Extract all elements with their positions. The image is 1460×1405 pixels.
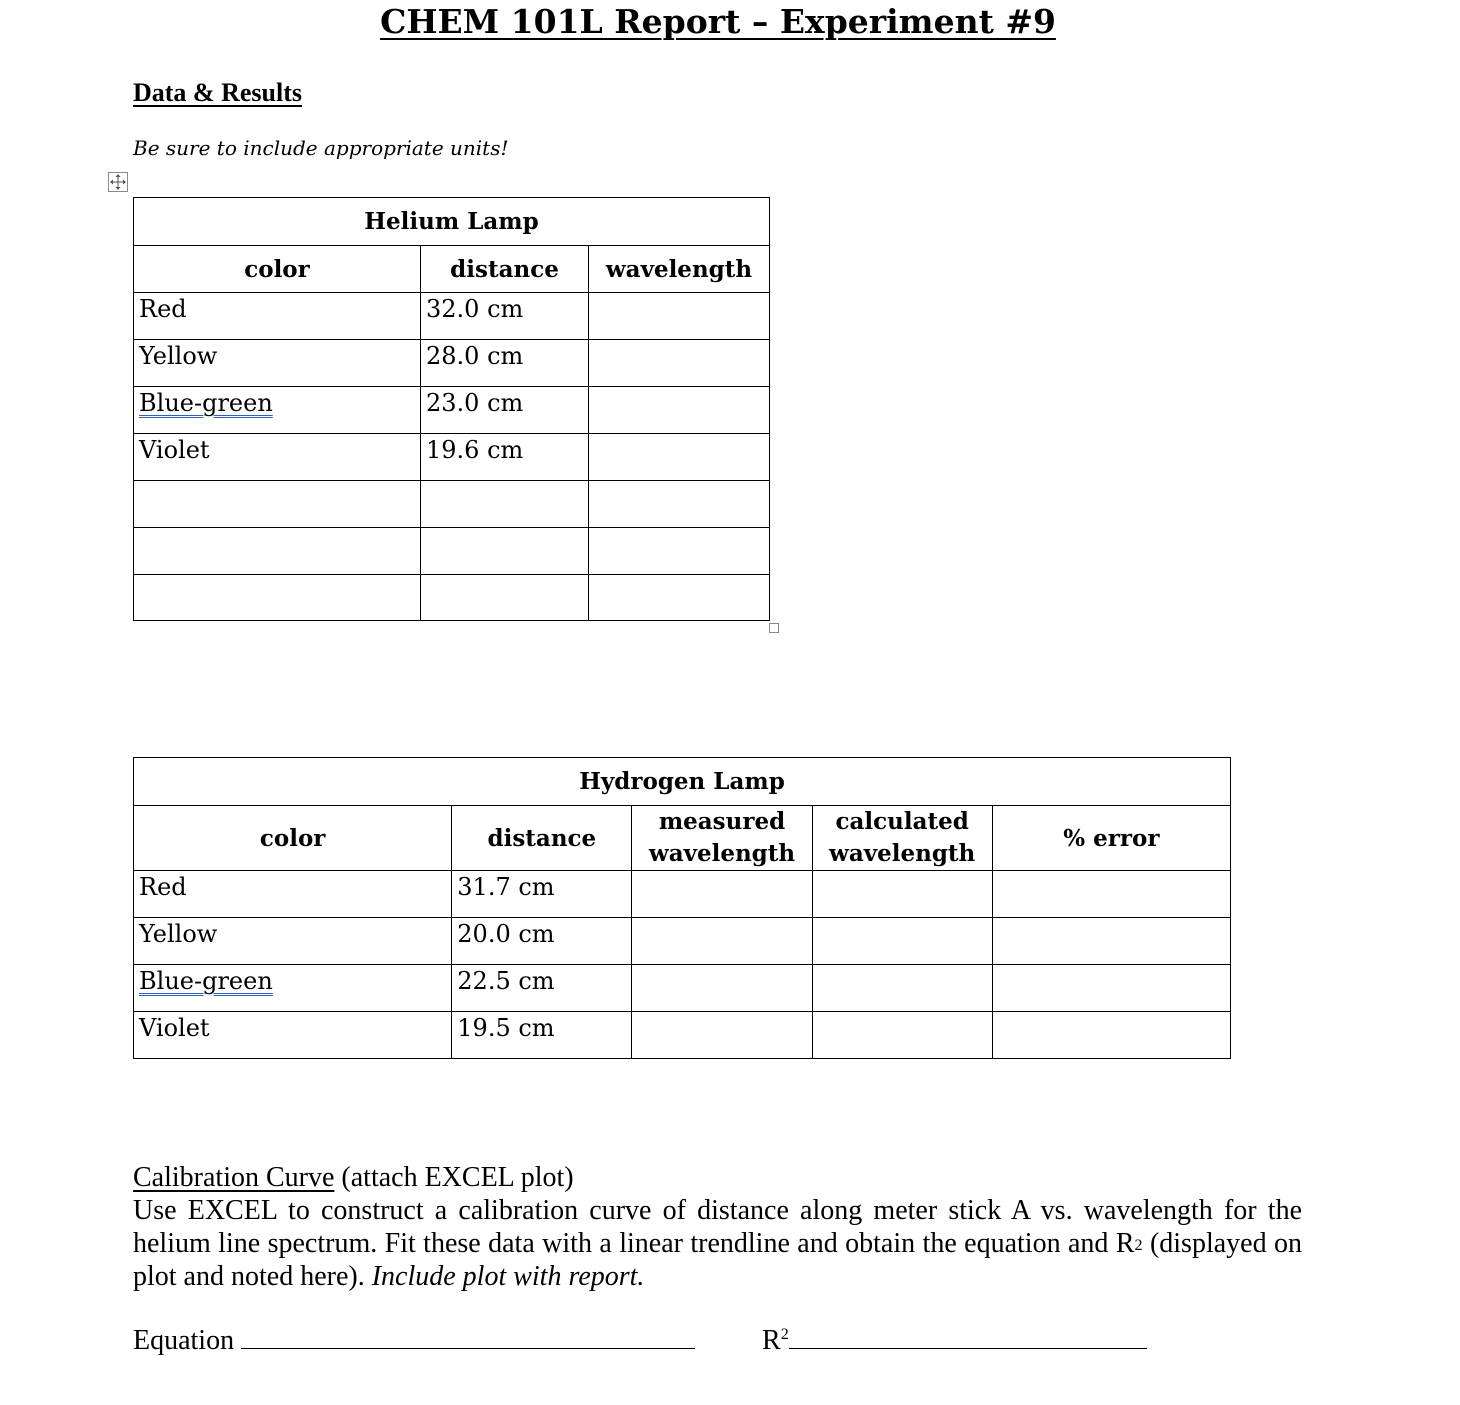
hydrogen-cell-distance[interactable]: 20.0 cm [452,918,632,965]
hydrogen-cell-color[interactable]: Red [134,871,452,918]
helium-cell-color[interactable] [134,481,421,528]
table-row [134,293,770,340]
hydrogen-cell-color[interactable] [134,965,452,1012]
calibration-emphasis: Include plot with report. [371,1261,645,1292]
hydrogen-caption: Hydrogen Lamp [134,758,1231,806]
helium-cell-distance[interactable]: 23.0 cm [421,387,589,434]
hydrogen-cell-distance[interactable]: 31.7 cm [452,871,632,918]
spellcheck-word: Blue-green [139,967,273,995]
calibration-heading-suffix: (attach EXCEL plot) [334,1162,574,1193]
hydrogen-table [133,757,1231,1059]
calibration-heading-text: Calibration Curve [133,1162,335,1193]
superscript: 2 [1134,1237,1143,1254]
calibration-body-text: Use EXCEL to construct a calibration curve of distance along meter stick A vs. wavelength for the helium line spectrum. Fit these data with a linear trendline and obtain the equation and R [133,1195,1302,1259]
hydrogen-cell-calculated[interactable] [812,871,992,918]
helium-cell-distance[interactable]: 28.0 cm [421,340,589,387]
table-row [134,575,770,621]
helium-cell-color[interactable]: Red [134,293,421,340]
r-squared-blank[interactable] [789,1324,1147,1349]
calibration-heading [133,1162,574,1194]
calibration-instructions [133,1194,1302,1293]
helium-cell-wavelength[interactable] [589,528,770,575]
hydrogen-cell-measured[interactable] [632,1012,812,1059]
table-row [134,434,770,481]
hydrogen-cell-error[interactable] [992,871,1230,918]
helium-header-distance: distance [421,246,589,293]
units-note: Be sure to include appropriate units! [133,136,509,160]
r-squared-field [762,1324,1147,1357]
calibration-body-tail: (displayed on plot and noted here). [133,1228,1302,1292]
helium-cell-wavelength[interactable] [589,575,770,621]
table-resize-handle[interactable] [769,623,779,633]
section-heading: Data & Results [133,78,302,107]
hydrogen-header-color: color [134,806,452,871]
helium-cell-distance[interactable] [421,575,589,621]
helium-cell-color[interactable] [134,528,421,575]
hydrogen-cell-error[interactable] [992,1012,1230,1059]
helium-cell-distance[interactable] [421,481,589,528]
table-row [134,965,1231,1012]
helium-header-wavelength: wavelength [589,246,770,293]
hydrogen-cell-distance[interactable]: 19.5 cm [452,1012,632,1059]
hydrogen-header-measured: measured wavelength [632,806,812,871]
helium-cell-color[interactable]: Violet [134,434,421,481]
r-squared-label: R [762,1325,781,1356]
table-row [134,528,770,575]
hydrogen-header-calculated: calculated wavelength [812,806,992,871]
helium-cell-distance[interactable]: 32.0 cm [421,293,589,340]
hydrogen-cell-error[interactable] [992,965,1230,1012]
hydrogen-header-error: % error [992,806,1230,871]
superscript: 2 [780,1326,789,1343]
hydrogen-cell-calculated[interactable] [812,918,992,965]
helium-table [133,197,770,621]
helium-cell-wavelength[interactable] [589,434,770,481]
hydrogen-cell-color[interactable]: Violet [134,1012,452,1059]
hydrogen-cell-color[interactable]: Yellow [134,918,452,965]
hydrogen-cell-measured[interactable] [632,871,812,918]
report-title: CHEM 101L Report – Experiment #9 [380,2,1056,41]
hydrogen-header-distance: distance [452,806,632,871]
table-move-handle-icon[interactable] [108,172,128,192]
helium-cell-color[interactable] [134,387,421,434]
equation-field [133,1324,695,1357]
table-row [134,918,1231,965]
helium-cell-wavelength[interactable] [589,387,770,434]
table-row [134,1012,1231,1059]
helium-caption: Helium Lamp [134,198,770,246]
helium-cell-wavelength[interactable] [589,481,770,528]
equation-blank[interactable] [241,1324,695,1349]
helium-header-color: color [134,246,421,293]
helium-cell-wavelength[interactable] [589,293,770,340]
hydrogen-cell-calculated[interactable] [812,1012,992,1059]
hydrogen-cell-measured[interactable] [632,918,812,965]
helium-cell-color[interactable]: Yellow [134,340,421,387]
helium-cell-distance[interactable]: 19.6 cm [421,434,589,481]
helium-cell-wavelength[interactable] [589,340,770,387]
hydrogen-cell-error[interactable] [992,918,1230,965]
helium-cell-distance[interactable] [421,528,589,575]
table-row [134,481,770,528]
table-row [134,871,1231,918]
hydrogen-cell-calculated[interactable] [812,965,992,1012]
hydrogen-cell-measured[interactable] [632,965,812,1012]
helium-cell-color[interactable] [134,575,421,621]
hydrogen-cell-distance[interactable]: 22.5 cm [452,965,632,1012]
table-row [134,387,770,434]
spellcheck-word: Blue-green [139,389,273,417]
table-row [134,340,770,387]
equation-label: Equation [133,1325,235,1356]
